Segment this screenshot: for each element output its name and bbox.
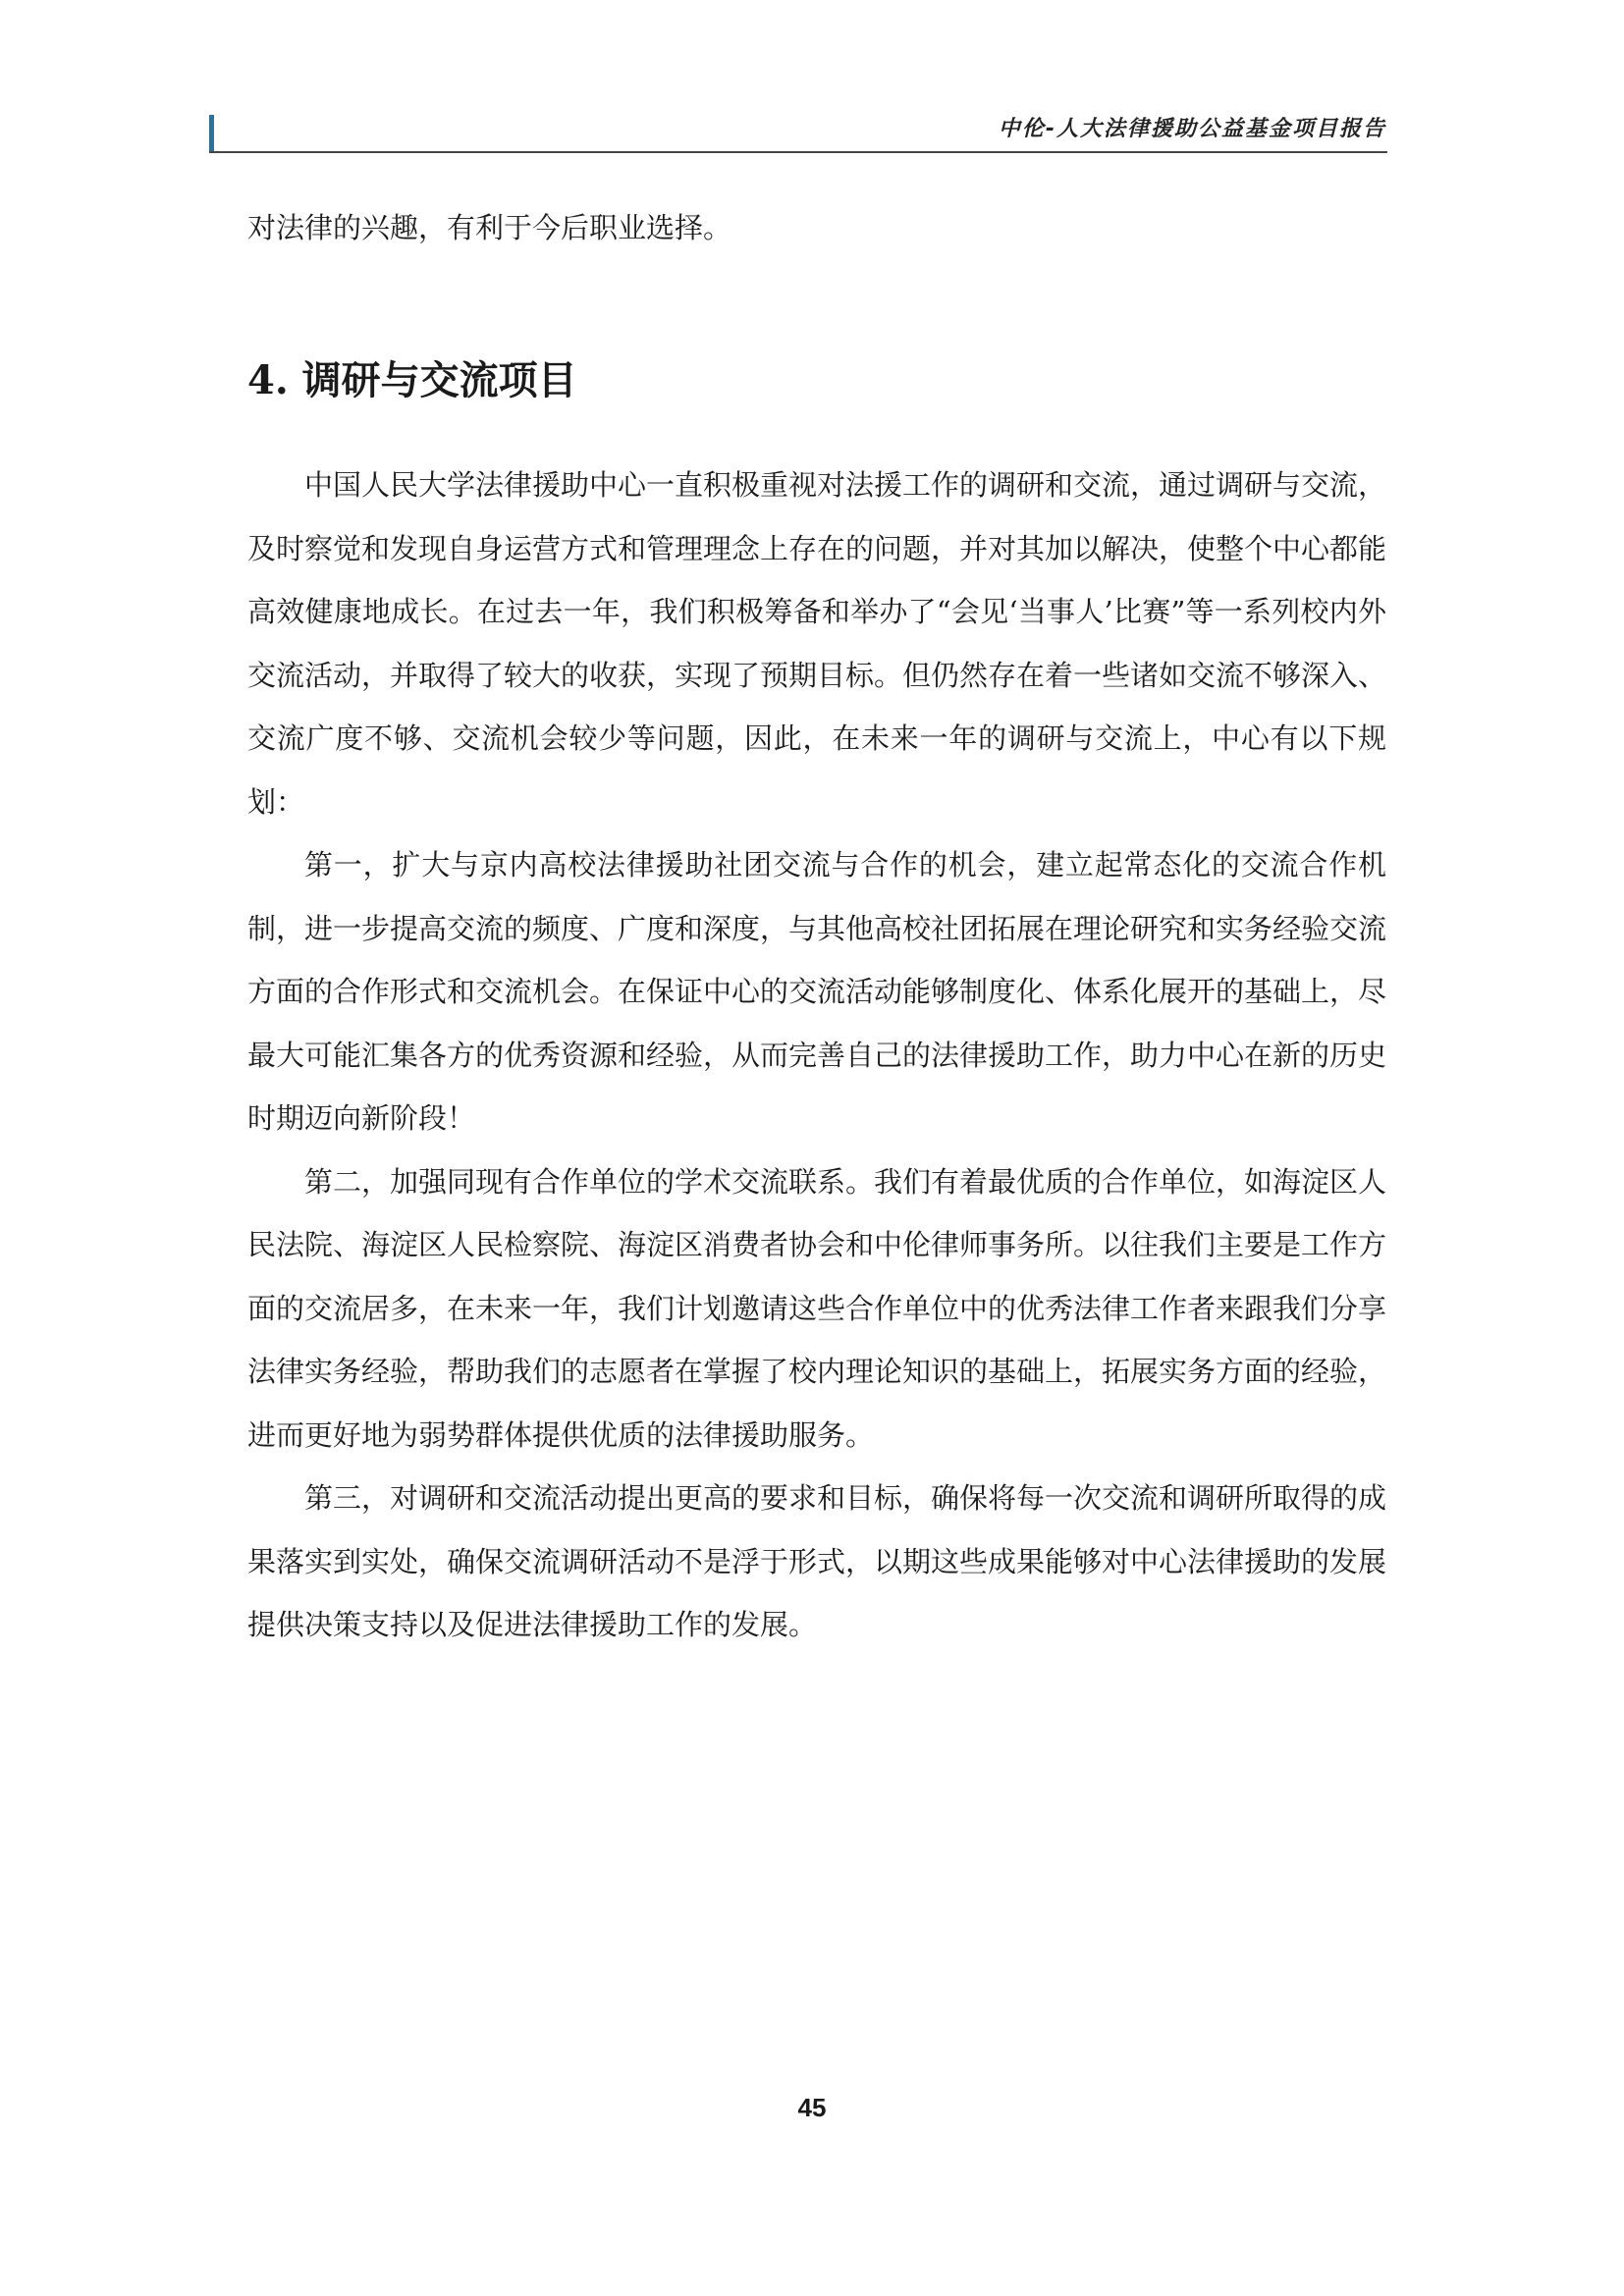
header-divider [209, 151, 1387, 153]
paragraph-second-plan: 第二，加强同现有合作单位的学术交流联系。我们有着最优质的合作单位，如海淀区人民法院、海淀区人民检察院、海淀区消费者协会和中伦律师事务所。以往我们主要是工作方面的交流居多，在未来一年，我们计划邀请这些合作单位中的优秀法律工作者来跟我们分享法律实务经验，帮助我们的志愿者在掌握了校内理论知识的基础上，拓展实务方面的经验，进而更好地为弱势群体提供优质的法律援助服务。 [247, 1164, 1387, 1452]
continuation-paragraph: 对法律的兴趣，有利于今后职业选择。 [247, 211, 732, 244]
paragraph-first-plan: 第一，扩大与京内高校法律援助社团交流与合作的机会，建立起常态化的交流合作机制，进一步提高交流的频度、广度和深度，与其他高校社团拓展在理论研究和实务经验交流方面的合作形式和交流机会。在保证中心的交流活动能够制度化、体系化展开的基础上，尽最大可能汇集各方的优秀资源和经验，从而完善自己的法律援助工作，助力中心在新的历史时期迈向新阶段！ [247, 848, 1387, 1135]
paragraph-third-plan: 第三，对调研和交流活动提出更高的要求和目标，确保将每一次交流和调研所取得的成果落实到实处，确保交流调研活动不是浮于形式，以期这些成果能够对中心法律援助的发展提供决策支持以及促进法律援助工作的发展。 [247, 1481, 1387, 1641]
running-header-title: 中伦-人大法律援助公益基金项目报告 [998, 117, 1386, 141]
header-accent-bar [209, 115, 214, 152]
section-body [247, 454, 1386, 1657]
page-number: 45 [797, 2093, 827, 2122]
section-heading: 4. 调研与交流项目 [247, 357, 577, 403]
paragraph-intro: 中国人民大学法律援助中心一直积极重视对法援工作的调研和交流，通过调研与交流，及时察觉和发现自身运营方式和管理理念上存在的问题，并对其加以解决，使整个中心都能高效健康地成长。在过去一年，我们积极筹备和举办了“会见‘当事人’比赛”等一系列校内外交流活动，并取得了较大的收获，实现了预期目标。但仍然存在着一些诸如交流不够深入、交流广度不够、交流机会较少等问题，因此，在未来一年的调研与交流上，中心有以下规划： [247, 468, 1387, 819]
